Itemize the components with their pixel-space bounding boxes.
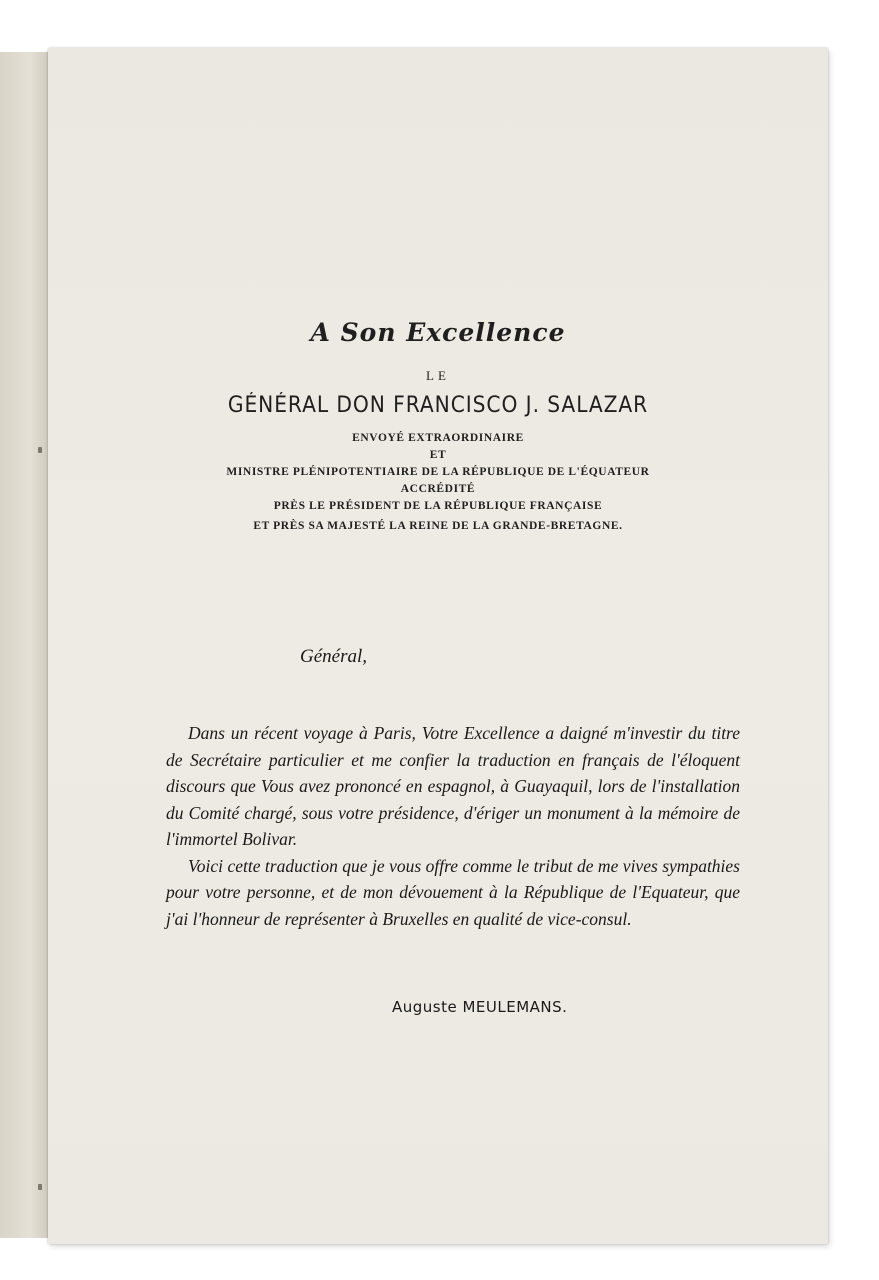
binding-stitch (38, 1184, 42, 1190)
binding-stitch (38, 447, 42, 453)
recipient-title-line: ET PRÈS SA MAJESTÉ LA REINE DE LA GRANDE-BRETAGNE. (253, 520, 623, 532)
document-page (48, 48, 828, 1244)
recipient-name: GÉNÉRAL DON FRANCISCO J. SALAZAR (227, 393, 649, 418)
recipient-title-line: PRÈS LE PRÉSIDENT DE LA RÉPUBLIQUE FRANÇAISE (273, 500, 603, 512)
salutation: Général, (300, 646, 368, 667)
letter-paragraph: Dans un récent voyage à Paris, Votre Excellence a daigné m'investir du titre de Secrétaire particulier et me confier la traduction en français de l'éloquent discours que Vous avez prononcé en espagnol, à Guayaquil, lors de l'installation du Comité chargé, sous votre présidence, d'ériger un monument à la mémoire de l'immortel Bolivar. (166, 723, 740, 849)
recipient-title-line: MINISTRE PLÉNIPOTENTIAIRE DE LA RÉPUBLIQUE DE L'ÉQUATEUR (226, 466, 650, 478)
letter-text (166, 720, 740, 932)
left-page-edge (0, 52, 51, 1238)
letter-paragraph: Voici cette traduction que je vous offre comme le tribut de me vives sympathies pour votre personne, et de mon dévouement à la République de l'Equateur, que j'ai l'honneur de représenter à Bruxelles en qualité de vice-consul. (166, 855, 740, 929)
signature: Auguste MEULEMANS. (392, 998, 568, 1016)
recipient-title-line: ACCRÉDITÉ (400, 483, 476, 495)
recipient-title-line: ET (429, 449, 447, 461)
dedication-block (48, 318, 828, 536)
recipient-title-line: ENVOYÉ EXTRAORDINAIRE (352, 432, 524, 444)
dedication-article: LE (426, 368, 450, 383)
dedication-title: A Son Excellence (310, 318, 566, 347)
